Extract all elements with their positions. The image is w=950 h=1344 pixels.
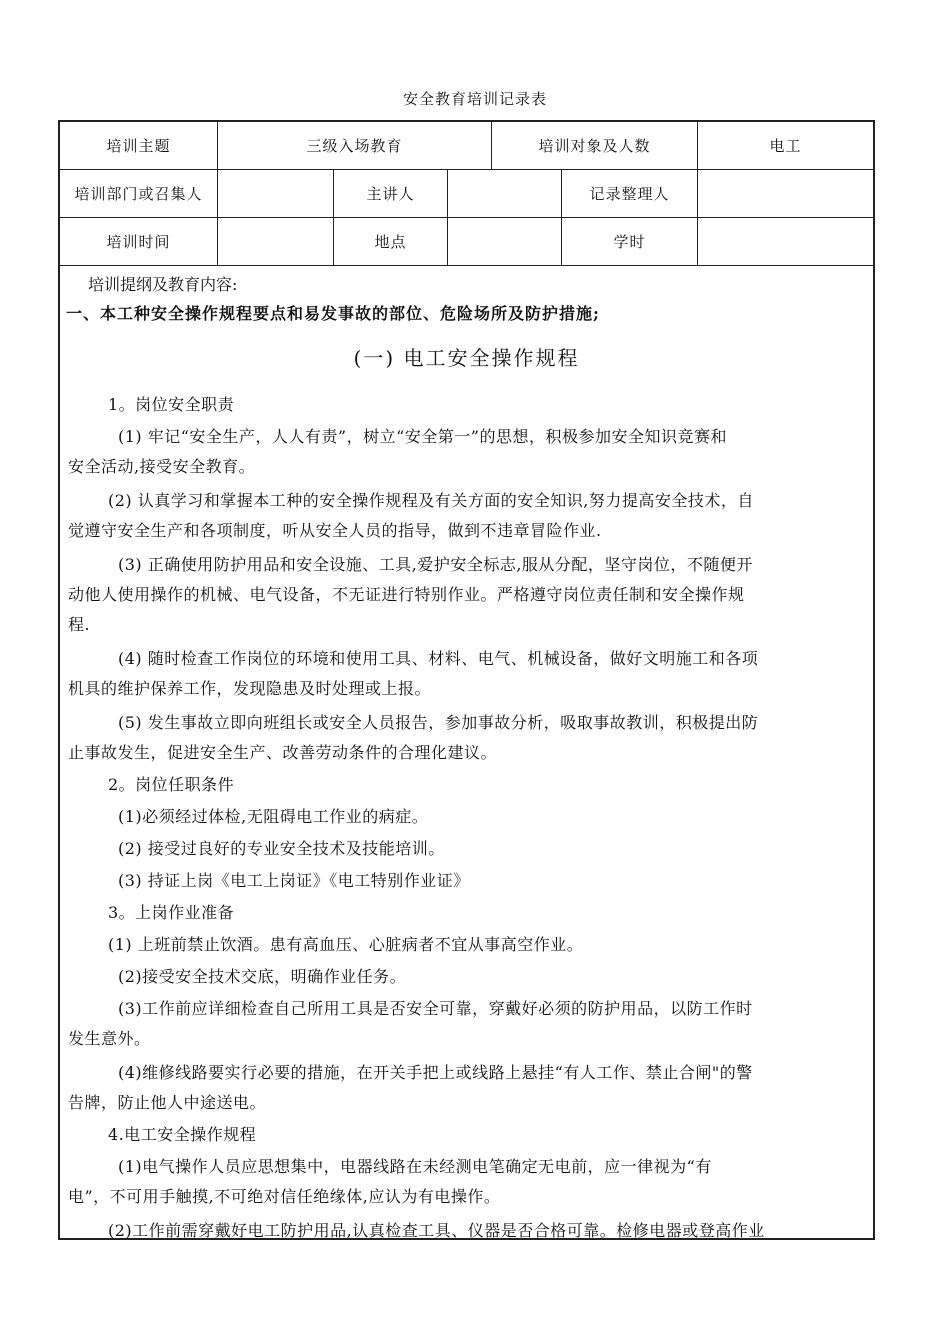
body-line: (2) 接受过良好的专业安全技术及技能培训。	[118, 839, 445, 858]
body-line: 告牌，防止他人中途送电。	[68, 1093, 267, 1112]
body-line: 1。岗位安全职责	[108, 395, 235, 414]
body-line: (3) 持证上岗《电工上岗证》《电工特别作业证》	[118, 871, 470, 890]
body-line: 止事故发生，促进安全生产、改善劳动条件的合理化建议。	[68, 743, 498, 762]
time-label: 培训时间	[60, 218, 218, 265]
body-line: (2) 认真学习和掌握本工种的安全操作规程及有关方面的安全知识,努力提高安全技术，自	[108, 491, 754, 510]
body-line: 电”，不可用手触摸,不可绝对信任绝缘体,应认为有电操作。	[68, 1187, 501, 1206]
recorder-value[interactable]	[698, 170, 873, 217]
body-line: (5) 发生事故立即向班组长或安全人员报告，参加事故分析，吸取事故教训，积极提出防	[118, 713, 759, 732]
training-record-table	[58, 120, 875, 1240]
sub-title: (一) 电工安全操作规程	[353, 346, 580, 370]
dept-value[interactable]	[218, 170, 334, 217]
audience-label: 培训对象及人数	[492, 122, 698, 169]
body-line: (3) 正确使用防护用品和安全设施、工具,爱护安全标志,服从分配，坚守岗位，不随便开	[118, 555, 753, 574]
body-line: (2)接受安全技术交底，明确作业任务。	[118, 967, 407, 986]
body-line: (1)必须经过体检,无阻碍电工作业的病症。	[118, 807, 429, 826]
time-value[interactable]	[218, 218, 334, 265]
table-row-topic	[60, 122, 873, 170]
outline-heading: 培训提纲及教育内容:	[88, 275, 238, 294]
recorder-label: 记录整理人	[562, 170, 698, 217]
body-line: 安全活动,接受安全教育。	[68, 457, 256, 476]
topic-value[interactable]: 三级入场教育	[218, 122, 492, 169]
body-line: (4)维修线路要实行必要的措施，在开关手把上或线路上悬挂“有人工作、禁止合闸"的警	[118, 1063, 753, 1082]
place-value[interactable]	[448, 218, 562, 265]
dept-label: 培训部门或召集人	[60, 170, 218, 217]
body-line: 动他人使用操作的机械、电气设备，不无证进行特别作业。严格遵守岗位责任制和安全操作规	[68, 585, 745, 604]
body-line: 程.	[68, 615, 91, 634]
body-line: (1) 上班前禁止饮酒。患有高血压、心脏病者不宜从事高空作业。	[108, 935, 584, 954]
speaker-value[interactable]	[448, 170, 562, 217]
section-heading: 一、本工种安全操作规程要点和易发事故的部位、危险场所及防护措施;	[66, 304, 600, 323]
hours-label: 学时	[562, 218, 698, 265]
document-title: 安全教育培训记录表	[402, 90, 547, 108]
body-line: 3。上岗作业准备	[108, 903, 235, 922]
body-line: (2)工作前需穿戴好电工防护用品,认真检查工具、仪器是否合格可靠。检修电器或登高作业	[108, 1221, 765, 1240]
body-line: 2。岗位任职条件	[108, 775, 235, 794]
body-line: (3)工作前应详细检查自己所用工具是否安全可靠，穿戴好必须的防护用品，以防工作时	[118, 999, 753, 1018]
body-line: (4) 随时检查工作岗位的环境和使用工具、材料、电气、机械设备，做好文明施工和各项	[118, 649, 759, 668]
hours-value[interactable]	[698, 218, 873, 265]
table-row-dept	[60, 170, 873, 218]
place-label: 地点	[334, 218, 448, 265]
body-line: 觉遵守安全生产和各项制度，听从安全人员的指导，做到不违章冒险作业.	[68, 521, 602, 540]
body-line: 发生意外。	[68, 1029, 151, 1048]
body-line: (1)电气操作人员应思想集中，电器线路在未经测电笔确定无电前，应一律视为“有	[118, 1157, 712, 1176]
body-line: 机具的维护保养工作，发现隐患及时处理或上报。	[68, 679, 432, 698]
body-line: (1) 牢记“安全生产，人人有责”，树立“安全第一”的思想，积极参加安全知识竞赛和	[118, 427, 727, 446]
table-row-time	[60, 218, 873, 266]
body-line: 4.电工安全操作规程	[108, 1125, 257, 1144]
speaker-label: 主讲人	[334, 170, 448, 217]
topic-label: 培训主题	[60, 122, 218, 169]
audience-value[interactable]: 电工	[769, 137, 802, 155]
